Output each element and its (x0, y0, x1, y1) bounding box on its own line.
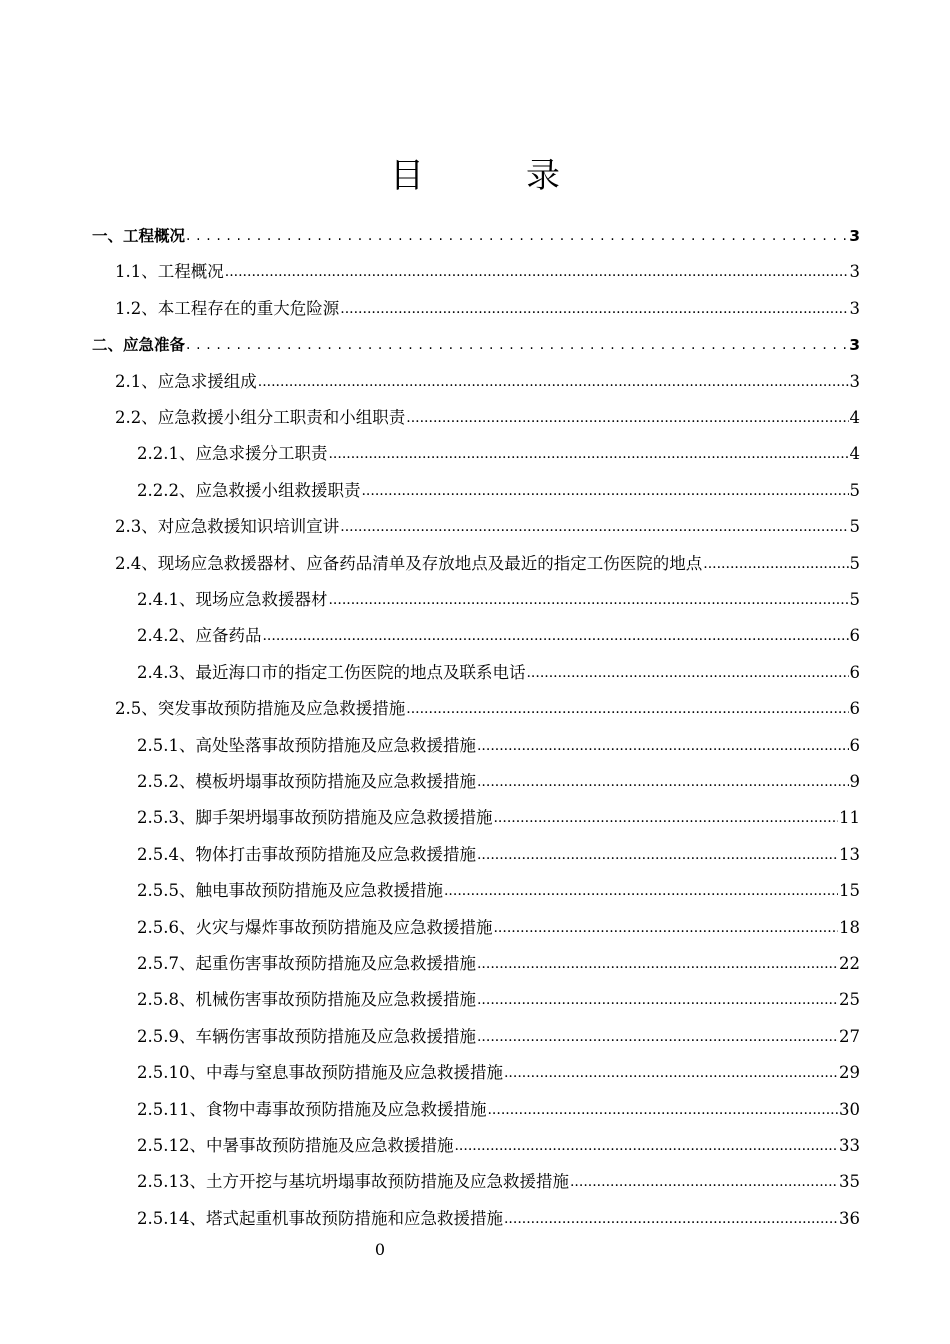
toc-leader-dots (487, 1092, 838, 1128)
toc-leader-dots (444, 873, 838, 909)
toc-leader-dots (526, 655, 848, 691)
toc-entry-page: 33 (839, 1136, 860, 1155)
toc-entry[interactable] (137, 800, 860, 836)
toc-leader-dots (703, 546, 848, 582)
toc-entry[interactable] (137, 655, 860, 691)
toc-leader-dots (328, 582, 848, 618)
toc-entry-page: 30 (839, 1099, 860, 1119)
toc-entry-page: 11 (839, 808, 860, 828)
toc-leader-dots (477, 946, 838, 982)
toc-entry-page: 25 (839, 990, 860, 1010)
toc-entry-label: 2.4.3、最近海口市的指定工伤医院的地点及联系电话 (137, 662, 526, 682)
toc-entry-page: 3 (849, 371, 860, 391)
toc-entry-label: 2.5.7、起重伤害事故预防措施及应急救援措施 (137, 954, 476, 973)
toc-entry-page: 18 (839, 917, 860, 937)
toc-leader-dots (493, 910, 838, 946)
toc-entry-label: 2.5.14、塔式起重机事故预防措施和应急救援措施 (137, 1208, 503, 1228)
toc-entry[interactable] (137, 910, 860, 946)
toc-leader-dots (477, 982, 838, 1018)
toc-entry-label: 2.4.2、应备药品 (137, 626, 262, 646)
toc-leader-dots (186, 218, 848, 254)
toc-leader-dots (340, 291, 848, 327)
toc-entry-label: 2.4.1、现场应急救援器材 (137, 590, 328, 609)
toc-leader-dots (570, 1164, 838, 1200)
toc-entry[interactable] (137, 473, 860, 509)
toc-leader-dots (477, 837, 838, 873)
toc-entry-label: 2.4、现场应急救援器材、应备药品清单及存放地点及最近的指定工伤医院的地点 (115, 553, 703, 573)
toc-entry-page: 5 (849, 590, 860, 609)
toc-entry[interactable] (137, 1164, 860, 1200)
toc-entry-page: 35 (839, 1172, 860, 1192)
toc-entry[interactable] (137, 1055, 860, 1091)
toc-entry[interactable] (92, 218, 860, 254)
toc-entry-label: 一、工程概况 (92, 227, 186, 245)
toc-entry[interactable] (137, 764, 860, 800)
toc-leader-dots (504, 1055, 838, 1091)
toc-entry-label: 2.5.1、高处坠落事故预防措施及应急救援措施 (137, 735, 476, 755)
toc-entry-page: 6 (849, 735, 860, 755)
toc-entry[interactable] (137, 1128, 860, 1164)
toc-entry-label: 2.5.13、土方开挖与基坑坍塌事故预防措施及应急救援措施 (137, 1172, 569, 1192)
toc-entry-page: 15 (839, 881, 860, 901)
toc-leader-dots (504, 1201, 838, 1237)
toc-leader-dots (361, 473, 848, 509)
toc-entry[interactable] (115, 364, 860, 400)
toc-entry-label: 2.5.6、火灾与爆炸事故预防措施及应急救援措施 (137, 917, 493, 937)
toc-entry-page: 22 (839, 954, 860, 973)
page-title: 目 录 (390, 156, 594, 196)
toc-entry-label: 2.5.8、机械伤害事故预防措施及应急救援措施 (137, 990, 476, 1010)
toc-leader-dots (493, 800, 838, 836)
toc-entry[interactable] (115, 254, 860, 290)
toc-entry-label: 2.5.10、中毒与窒息事故预防措施及应急救援措施 (137, 1063, 503, 1083)
toc-leader-dots (477, 1019, 838, 1055)
toc-entry-page: 3 (849, 298, 860, 318)
toc-entry-label: 2.5.9、车辆伤害事故预防措施及应急救援措施 (137, 1026, 476, 1046)
toc-leader-dots (186, 327, 848, 363)
toc-leader-dots (328, 436, 848, 472)
toc-entry-page: 3 (849, 227, 860, 245)
toc-entry[interactable] (137, 1019, 860, 1055)
toc-entry-page: 3 (849, 336, 860, 355)
toc-leader-dots (225, 254, 849, 290)
toc-entry-page: 36 (839, 1208, 860, 1228)
toc-leader-dots (262, 618, 848, 654)
toc-leader-dots (477, 728, 849, 764)
toc-entry-label: 1.1、工程概况 (115, 262, 224, 282)
toc-entry-label: 2.2.1、应急求援分工职责 (137, 444, 328, 464)
toc-entry-page: 13 (839, 844, 860, 864)
toc-entry-page: 3 (849, 262, 860, 282)
toc-entry-label: 2.1、应急求援组成 (115, 371, 257, 391)
toc-entry-label: 2.5.3、脚手架坍塌事故预防措施及应急救援措施 (137, 808, 493, 828)
toc-entry-page: 29 (839, 1063, 860, 1083)
toc-leader-dots (454, 1128, 838, 1164)
toc-entry-page: 5 (849, 517, 860, 537)
toc-entry[interactable] (115, 546, 860, 582)
toc-entry[interactable] (137, 1092, 860, 1128)
toc-entry-label: 1.2、本工程存在的重大危险源 (115, 298, 340, 318)
toc-entry-page: 5 (849, 553, 860, 573)
toc-entry[interactable] (137, 873, 860, 909)
toc-entry-label: 2.2、应急救援小组分工职责和小组职责 (115, 408, 406, 427)
toc-entry[interactable] (137, 728, 860, 764)
toc-entry-page: 6 (849, 662, 860, 682)
toc-entry[interactable] (115, 291, 860, 327)
toc-entry[interactable] (137, 436, 860, 472)
toc-entry[interactable] (92, 327, 860, 363)
toc-entry[interactable] (137, 982, 860, 1018)
toc-entry[interactable] (137, 1201, 860, 1237)
toc-entry-page: 6 (849, 699, 860, 719)
toc-entry-page: 9 (849, 772, 860, 791)
toc-entry-label: 2.5.5、触电事故预防措施及应急救援措施 (137, 881, 443, 901)
toc-leader-dots (406, 691, 848, 727)
toc-entry-label: 二、应急准备 (92, 336, 186, 355)
toc-entry-label: 2.5.4、物体打击事故预防措施及应急救援措施 (137, 844, 476, 864)
toc-entry-page: 6 (849, 626, 860, 646)
toc-entry[interactable] (115, 509, 860, 545)
toc-leader-dots (406, 400, 848, 436)
toc-leader-dots (258, 364, 849, 400)
toc-entry[interactable] (115, 691, 860, 727)
toc-entry-label: 2.5、突发事故预防措施及应急救援措施 (115, 699, 406, 719)
toc-entry-label: 2.5.12、中暑事故预防措施及应急救援措施 (137, 1136, 454, 1155)
toc-leader-dots (477, 764, 849, 800)
toc-entry[interactable] (137, 946, 860, 982)
toc-entry[interactable] (115, 400, 860, 436)
toc-entry-page: 27 (839, 1026, 860, 1046)
toc-leader-dots (340, 509, 848, 545)
toc-entry-label: 2.5.11、食物中毒事故预防措施及应急救援措施 (137, 1099, 487, 1119)
toc-entry-page: 4 (849, 444, 860, 464)
toc-entry[interactable] (137, 837, 860, 873)
toc-entry-page: 5 (849, 480, 860, 500)
toc-entry[interactable] (137, 582, 860, 618)
toc-entry-label: 2.5.2、模板坍塌事故预防措施及应急救援措施 (137, 772, 476, 791)
toc-entry-page: 4 (849, 408, 860, 427)
page-number: 0 (374, 1240, 386, 1259)
toc-entry-label: 2.3、对应急救援知识培训宣讲 (115, 517, 340, 537)
toc-entry-label: 2.2.2、应急救援小组救援职责 (137, 480, 361, 500)
toc-entry[interactable] (137, 618, 860, 654)
